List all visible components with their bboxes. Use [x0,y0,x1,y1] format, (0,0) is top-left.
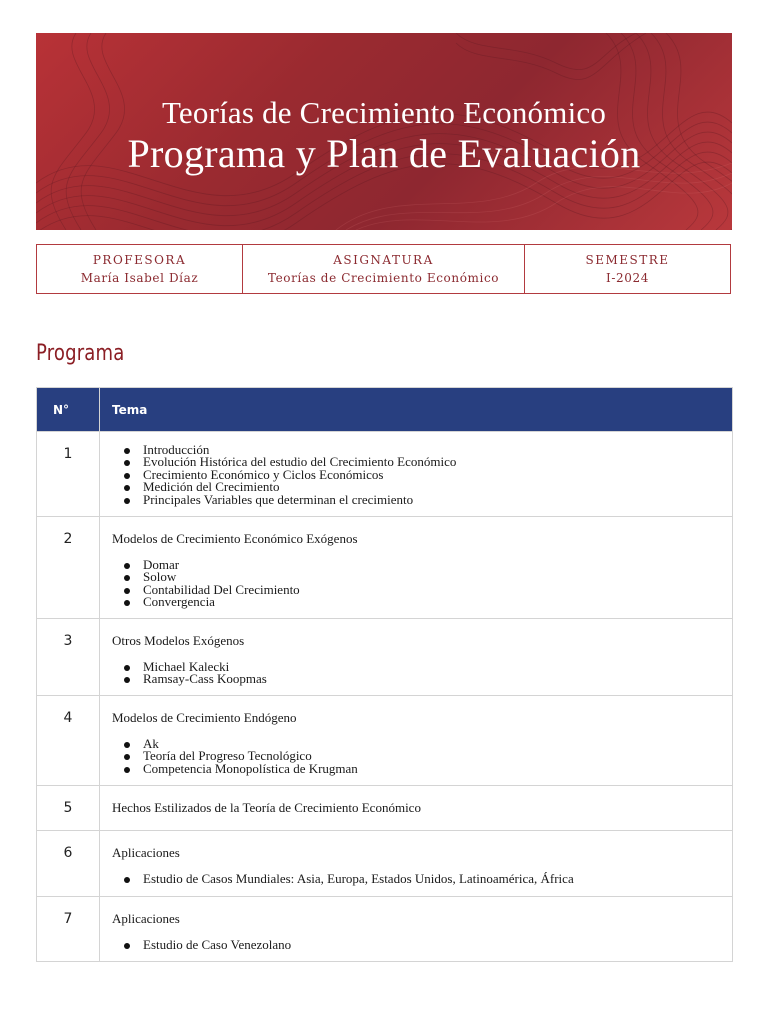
course-info-bar [36,244,731,294]
section-title: Programa [36,341,125,366]
program-table [36,387,733,962]
row-number: 1 [37,432,100,517]
column-header-topic: Tema [100,388,733,432]
topic-cell [100,786,733,831]
topic-heading: Modelos de Crecimiento Económico Exógenos [112,531,358,546]
list-item: Domar [112,559,722,571]
semester-label: SEMESTRE [585,253,670,267]
topic-cell [100,897,733,962]
topic-cell [100,831,733,897]
semester-value: I-2024 [606,271,649,285]
topic-cell [100,432,733,517]
professor-name: María Isabel Díaz [80,271,199,285]
topic-heading: Modelos de Crecimiento Endógeno [112,710,297,725]
list-item: Competencia Monopolística de Krugman [112,763,722,775]
list-item: Estudio de Caso Venezolano [112,939,722,951]
professor-cell [36,245,242,293]
list-item: Michael Kalecki [112,661,722,673]
banner-text [36,33,732,230]
list-item: Contabilidad Del Crecimiento [112,584,722,596]
list-item: Ramsay-Cass Koopmas [112,673,722,685]
topic-list [112,873,722,885]
table-header-row [37,388,733,432]
list-item: Introducción [112,444,722,456]
topic-cell [100,517,733,619]
row-number: 4 [37,696,100,786]
topic-list [112,444,722,506]
list-item: Estudio de Casos Mundiales: Asia, Europa, Estados Unidos, Latinoamérica, África [112,873,722,885]
table-row [37,897,733,962]
topic-heading: Aplicaciones [112,911,180,926]
subject-label: ASIGNATURA [333,253,434,267]
topic-cell [100,619,733,696]
document-title: Programa y Plan de Evaluación [127,130,641,176]
list-item: Solow [112,571,722,583]
list-item: Medición del Crecimiento [112,481,722,493]
subject-name: Teorías de Crecimiento Económico [267,271,500,285]
list-item: Principales Variables que determinan el crecimiento [112,494,722,506]
topic-cell [100,696,733,786]
semester-cell [524,245,731,293]
course-subtitle: Teorías de Crecimiento Económico [161,94,607,130]
topic-list [112,738,722,775]
table-row [37,831,733,897]
table-row [37,517,733,619]
table-row [37,619,733,696]
topic-list [112,939,722,951]
column-header-number: N° [37,388,100,432]
topic-list [112,661,722,686]
list-item: Evolución Histórica del estudio del Crecimiento Económico [112,456,722,468]
table-row [37,432,733,517]
subject-cell [242,245,524,293]
row-number: 2 [37,517,100,619]
list-item: Ak [112,738,722,750]
professor-label: PROFESORA [92,253,187,267]
topic-heading: Otros Modelos Exógenos [112,633,245,648]
row-number: 6 [37,831,100,897]
list-item: Crecimiento Económico y Ciclos Económicos [112,469,722,481]
row-number: 3 [37,619,100,696]
table-row [37,786,733,831]
topic-heading: Aplicaciones [112,845,180,860]
list-item: Convergencia [112,596,722,608]
row-number: 7 [37,897,100,962]
list-item: Teoría del Progreso Tecnológico [112,750,722,762]
topic-heading: Hechos Estilizados de la Teoría de Crecimiento Económico [112,800,421,815]
table-row [37,696,733,786]
topic-list [112,559,722,609]
row-number: 5 [37,786,100,831]
header-banner [36,33,732,230]
